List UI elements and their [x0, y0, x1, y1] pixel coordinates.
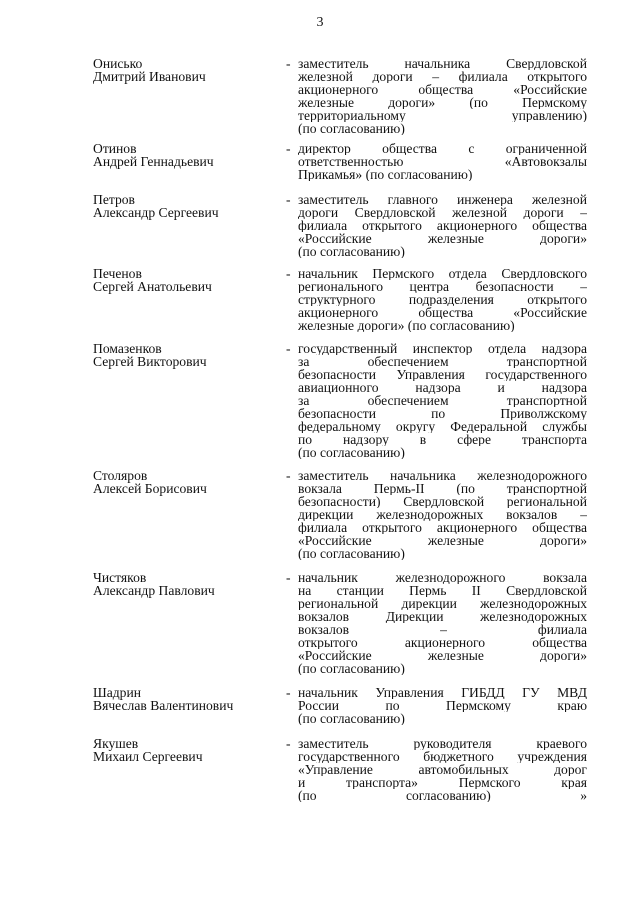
list-dash: - [286, 341, 291, 356]
position-line: Прикамья» (по согласованию) [298, 168, 473, 181]
member-name [93, 571, 283, 597]
member-name [93, 267, 283, 293]
member-name [93, 142, 283, 168]
member-surname: Помазенков [93, 341, 162, 356]
member-surname: Якушев [93, 736, 139, 751]
position-line: ответственностью «Автовокзалы [298, 155, 587, 168]
position-line: заместитель начальника железнодорожного [298, 469, 587, 482]
position-line: (по согласованию) [298, 712, 405, 725]
member-given-names: Вячеслав Валентинович [93, 698, 234, 713]
member-position [298, 571, 587, 675]
position-line: дороги Свердловской железной дороги – [298, 206, 587, 219]
position-line: начальник Управления ГИБДД ГУ МВД [298, 686, 587, 699]
list-dash: - [286, 56, 291, 71]
member-position [298, 57, 587, 135]
position-line: вокзалов – филиала [298, 623, 587, 636]
position-line: железной дороги – филиала открытого [298, 70, 587, 83]
position-line: авиационного надзора и надзора [298, 381, 587, 394]
position-line: безопасности) Свердловской региональной [298, 495, 587, 508]
member-position [298, 686, 587, 725]
list-dash: - [286, 266, 291, 281]
position-line: начальник Пермского отдела Свердловского [298, 267, 587, 280]
member-surname: Петров [93, 192, 135, 207]
member-position [298, 342, 587, 459]
position-line: (по согласованию) [298, 547, 405, 560]
member-position [298, 142, 587, 181]
position-line: и транспорта» Пермского края [298, 776, 587, 789]
member-given-names: Сергей Анатольевич [93, 279, 212, 294]
member-name [93, 193, 283, 219]
member-surname: Столяров [93, 468, 148, 483]
position-line: региональной дирекции железнодорожных [298, 597, 587, 610]
position-line: дирекции железнодорожных вокзалов – [298, 508, 587, 521]
position-line: территориальному управлению) [298, 109, 587, 122]
member-name [93, 686, 283, 712]
member-given-names: Александр Сергеевич [93, 205, 219, 220]
member-given-names: Дмитрий Иванович [93, 69, 206, 84]
member-given-names: Михаил Сергеевич [93, 749, 203, 764]
position-line: начальник железнодорожного вокзала [298, 571, 587, 584]
position-line: (по согласованию) [298, 122, 405, 135]
member-surname: Шадрин [93, 685, 142, 700]
member-position [298, 193, 587, 258]
member-name [93, 737, 283, 763]
position-line: «Российские железные дороги» [298, 232, 587, 245]
member-position [298, 737, 587, 802]
member-given-names: Александр Павлович [93, 583, 215, 598]
position-line: на станции Пермь II Свердловской [298, 584, 587, 597]
position-line: директор общества с ограниченной [298, 142, 587, 155]
position-line: филиала открытого акционерного общества [298, 219, 587, 232]
position-line: вокзала Пермь-II (по транспортной [298, 482, 587, 495]
position-line: (по согласованию) [298, 245, 405, 258]
position-line: заместитель руководителя краевого [298, 737, 587, 750]
list-dash: - [286, 192, 291, 207]
page-number: 3 [316, 15, 324, 30]
position-line: акционерного общества «Российские [298, 83, 587, 96]
position-line: государственный инспектор отдела надзора [298, 342, 587, 355]
position-line: заместитель начальника Свердловской [298, 57, 587, 70]
position-line: «Российские железные дороги» [298, 534, 587, 547]
member-surname: Печенов [93, 266, 142, 281]
position-line: открытого акционерного общества [298, 636, 587, 649]
member-position [298, 469, 587, 560]
position-line: вокзалов Дирекции железнодорожных [298, 610, 587, 623]
member-surname: Онисько [93, 56, 143, 71]
member-name [93, 57, 283, 83]
member-given-names: Алексей Борисович [93, 481, 207, 496]
member-name [93, 342, 283, 368]
position-line: государственного бюджетного учреждения [298, 750, 587, 763]
list-dash: - [286, 736, 291, 751]
member-surname: Чистяков [93, 570, 147, 585]
list-dash: - [286, 468, 291, 483]
position-line: регионального центра безопасности – [298, 280, 587, 293]
member-surname: Отинов [93, 141, 137, 156]
list-dash: - [286, 141, 291, 156]
member-given-names: Андрей Геннадьевич [93, 154, 214, 169]
member-position [298, 267, 587, 332]
position-line: железные дороги» (по согласованию) [298, 319, 515, 332]
position-line: безопасности по Приволжскому [298, 407, 587, 420]
position-line: (по согласованию) » [298, 789, 587, 802]
position-line: федеральному округу Федеральной службы [298, 420, 587, 433]
position-line: филиала открытого акционерного общества [298, 521, 587, 534]
position-line: «Управление автомобильных дорог [298, 763, 587, 776]
position-line: России по Пермскому краю [298, 699, 587, 712]
member-name [93, 469, 283, 495]
position-line: за обеспечением транспортной [298, 355, 587, 368]
position-line: акционерного общества «Российские [298, 306, 587, 319]
position-line: заместитель главного инженера железной [298, 193, 587, 206]
position-line: железные дороги» (по Пермскому [298, 96, 587, 109]
position-line: (по согласованию) [298, 662, 405, 675]
member-given-names: Сергей Викторович [93, 354, 207, 369]
position-line: (по согласованию) [298, 446, 405, 459]
position-line: структурного подразделения открытого [298, 293, 587, 306]
position-line: безопасности Управления государственного [298, 368, 587, 381]
position-line: по надзору в сфере транспорта [298, 433, 587, 446]
position-line: «Российские железные дороги» [298, 649, 587, 662]
position-line: за обеспечением транспортной [298, 394, 587, 407]
list-dash: - [286, 570, 291, 585]
list-dash: - [286, 685, 291, 700]
